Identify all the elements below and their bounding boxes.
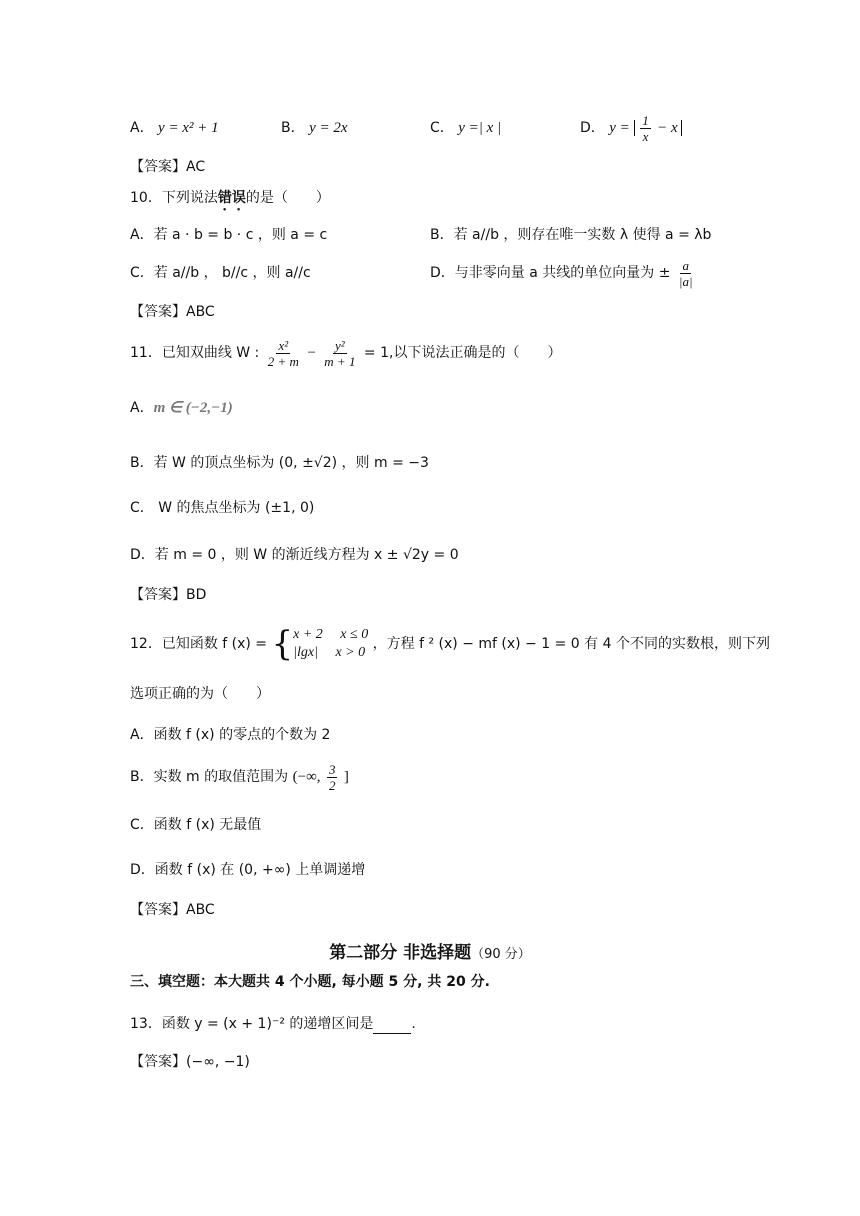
option-expr: y =| x |	[458, 120, 502, 136]
piecewise-function	[272, 626, 369, 662]
q9-answer: 【答案】AC	[130, 159, 206, 175]
stem-text: 10．下列说法	[130, 190, 218, 206]
q10-option-a	[130, 225, 327, 245]
option-label: B．	[281, 120, 305, 136]
numerator: y²	[335, 337, 345, 353]
minus-sign: −	[307, 345, 316, 361]
option-label: B．	[430, 227, 454, 243]
q9-option-d	[580, 108, 682, 148]
stem-text: ，方程 f ² (x) − mf (x) − 1 = 0 有 4 个不同的实数根，则下列	[372, 636, 770, 652]
option-text: 若 a · b = b · c ，则 a = c	[153, 227, 328, 243]
case-row: |lgx| x > 0	[293, 645, 366, 660]
option-text: 与非零向量 a 共线的单位向量为 ±	[454, 265, 671, 281]
option-label: D．	[430, 265, 455, 281]
option-expr: y = 2x	[309, 120, 348, 136]
section3-heading: 三、填空题：本大题共 4 个小题, 每小题 5 分, 共 20 分.	[130, 974, 490, 990]
answer-blank	[373, 1019, 411, 1034]
interval-left: (−∞,	[292, 769, 321, 785]
option-text: B．实数 m 的取值范围为	[130, 769, 289, 785]
q10-option-b	[430, 225, 711, 245]
q9-option-b	[281, 118, 348, 138]
abs-value	[634, 112, 681, 144]
option-text: m ∈ (−2,−1)	[153, 400, 233, 416]
q12-option-b	[130, 757, 349, 797]
q11-answer: 【答案】BD	[130, 587, 207, 603]
option-label: A．	[130, 120, 154, 136]
q12-option-d: D．函数 f (x) 在 (0, +∞) 上单调递增	[130, 862, 366, 878]
q10-stem	[130, 188, 330, 214]
part2-title	[0, 938, 860, 963]
option-expr: y =	[609, 120, 630, 136]
option-label: A．	[130, 400, 154, 416]
q12-stem	[130, 624, 770, 664]
q12-option-c: C．函数 f (x) 无最值	[130, 817, 262, 833]
numerator: 1	[642, 112, 649, 128]
interval-right: ]	[343, 769, 349, 785]
q9-option-a	[130, 118, 219, 138]
cases	[293, 626, 368, 662]
option-expr: − x	[657, 120, 678, 136]
option-label: C．	[430, 120, 454, 136]
option-text: 若 a//b ，则存在唯一实数 λ 使得 a = λb	[453, 227, 712, 243]
q10-option-c	[130, 263, 311, 283]
stem-text: 11．已知双曲线 W :	[130, 345, 260, 361]
q13-stem	[130, 1014, 416, 1034]
option-label: A．	[130, 227, 154, 243]
q11-option-c: C． W 的焦点坐标为 (±1, 0)	[130, 500, 315, 516]
fraction	[640, 113, 651, 144]
q12-option-a: A．函数 f (x) 的零点的个数为 2	[130, 727, 331, 743]
option-label: D．	[580, 120, 605, 136]
numerator: 3	[328, 761, 336, 777]
denominator: m + 1	[324, 353, 356, 369]
emphasis-text: 错误	[217, 190, 246, 206]
q11-option-b: B．若 W 的顶点坐标为 (0, ±√2) ，则 m = −3	[130, 455, 429, 471]
denominator: 2 + m	[267, 353, 299, 369]
numerator: x²	[278, 337, 289, 353]
q12-answer: 【答案】ABC	[130, 902, 215, 918]
q9-option-c	[430, 118, 501, 138]
brace: {	[271, 624, 294, 664]
q13-answer: 【答案】(−∞, −1)	[130, 1054, 250, 1070]
stem-text: 12．已知函数 f (x) =	[130, 636, 268, 652]
denominator: x	[642, 128, 649, 144]
option-label: C．	[130, 265, 154, 281]
fraction-1	[266, 338, 301, 369]
stem-text: 13．函数 y = (x + 1)⁻² 的递增区间是	[130, 1016, 374, 1032]
fraction	[677, 258, 695, 289]
part-title-text: 第二部分 非选择题	[329, 943, 472, 963]
q11-stem	[130, 333, 561, 373]
q11-option-a	[130, 398, 233, 418]
option-text: 若 a//b ， b//c ，则 a//c	[153, 265, 311, 281]
fraction-2	[322, 338, 357, 369]
q11-option-d: D．若 m = 0 ，则 W 的渐近线方程为 x ± √2y = 0	[130, 547, 459, 563]
fraction	[327, 762, 338, 793]
option-expr: y = x² + 1	[158, 120, 219, 136]
numerator: a	[682, 257, 689, 273]
q12-stem-line2: 选项正确的为（ ）	[130, 686, 270, 702]
stem-text: = 1,以下说法正确是的（ ）	[363, 345, 562, 361]
q10-option-d	[430, 253, 697, 293]
denominator: 2	[328, 777, 336, 793]
denominator: |a|	[678, 273, 693, 289]
part-score: （90 分）	[471, 947, 531, 962]
q10-answer: 【答案】ABC	[130, 304, 215, 320]
stem-text: .	[411, 1016, 416, 1032]
stem-text: 的是（ ）	[245, 190, 330, 206]
case-row: x + 2 x ≤ 0	[293, 627, 369, 642]
